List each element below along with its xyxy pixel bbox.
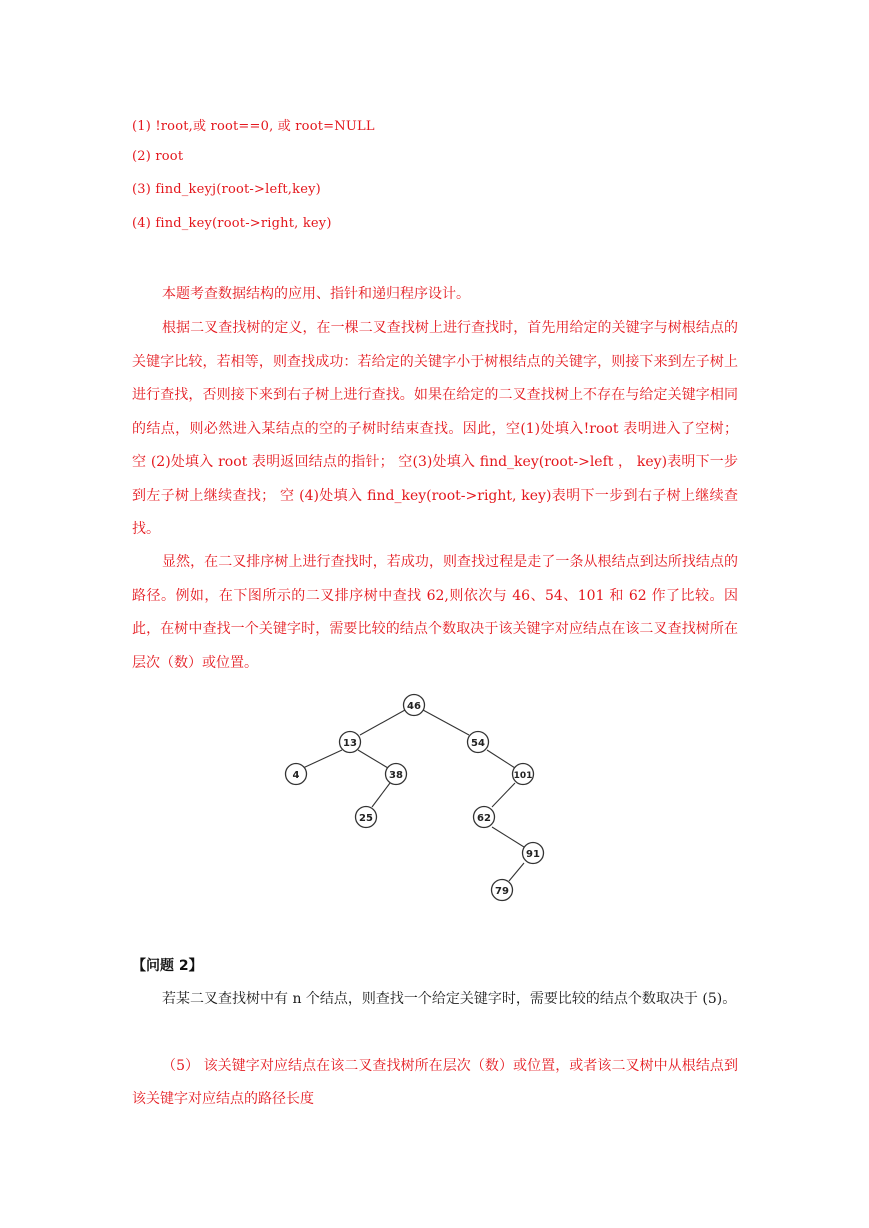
- node-label: 91: [526, 849, 540, 860]
- edge-38-25: [372, 783, 390, 807]
- edge-13-38: [358, 750, 388, 768]
- tree-edges: [303, 710, 524, 881]
- answer-1: (1) !root,或 root==0, 或 root=NULL: [132, 119, 375, 134]
- answer-3: (3) find_keyj(root->left,key): [132, 182, 321, 197]
- binary-search-tree-diagram: [0, 690, 869, 950]
- node-label: 38: [389, 770, 403, 781]
- node-label: 4: [292, 770, 300, 781]
- node-label: 101: [513, 771, 533, 781]
- node-label: 13: [343, 738, 357, 749]
- edge-101-62: [492, 783, 515, 807]
- edge-62-91: [492, 827, 524, 847]
- edge-91-79: [509, 863, 524, 881]
- answer-5: （5） 该关键字对应结点在该二叉查找树所在层次（数）或位置，或者该二叉树中从根结点到该关键字对应结点的路径长度: [132, 1058, 738, 1107]
- question-2-title: 【问题 2】: [132, 958, 203, 974]
- answer-4: (4) find_key(root->right, key): [132, 216, 332, 231]
- node-label: 46: [407, 701, 421, 712]
- analysis-paragraph-2: 显然，在二叉排序树上进行查找时，若成功，则查找过程是走了一条从根结点到达所找结点的路径。例如，在下图所示的二叉排序树中查找 62,则依次与 46、54、101 和 62 作了比较。因此，在树中查找一个关键字时，需要比较的结点个数取决于该关键字对应结点在该二叉查找树所在层次（数）或位置。: [132, 554, 738, 671]
- node-label: 25: [359, 813, 373, 824]
- node-label: 79: [495, 886, 509, 897]
- node-label: 62: [477, 813, 491, 824]
- answer-2: (2) root: [132, 149, 184, 164]
- node-label: 54: [471, 738, 485, 749]
- question-2-text: 若某二叉查找树中有 n 个结点，则查找一个给定关键字时，需要比较的结点个数取决于 (5)。: [162, 991, 737, 1007]
- edge-46-13: [360, 710, 405, 735]
- edge-13-4: [303, 750, 342, 768]
- analysis-paragraph-1: 根据二叉查找树的定义，在一棵二叉查找树上进行查找时，首先用给定的关键字与树根结点的关键字比较，若相等，则查找成功：若给定的关键字小于树根结点的关键字，则接下来到左子树上进行查找，否则接下来到右子树上进行查找。如果在给定的二叉查找树上不存在与给定关键字相同的结点，则必然进入某结点的空的子树时结束查找。因此，空(1)处填入!root 表明进入了空树； 空 (2)处填入 root 表明返回结点的指针； 空(3)处填入 find_key(root->left ， key)表明下一步到左子树上继续查找； 空 (4)处填入 find_key(root->right, key)表明下一步到右子树上继续查找。: [132, 320, 738, 537]
- analysis-intro: 本题考查数据结构的应用、指针和递归程序设计。: [162, 286, 470, 302]
- edge-54-101: [487, 750, 515, 768]
- edge-46-54: [423, 710, 469, 735]
